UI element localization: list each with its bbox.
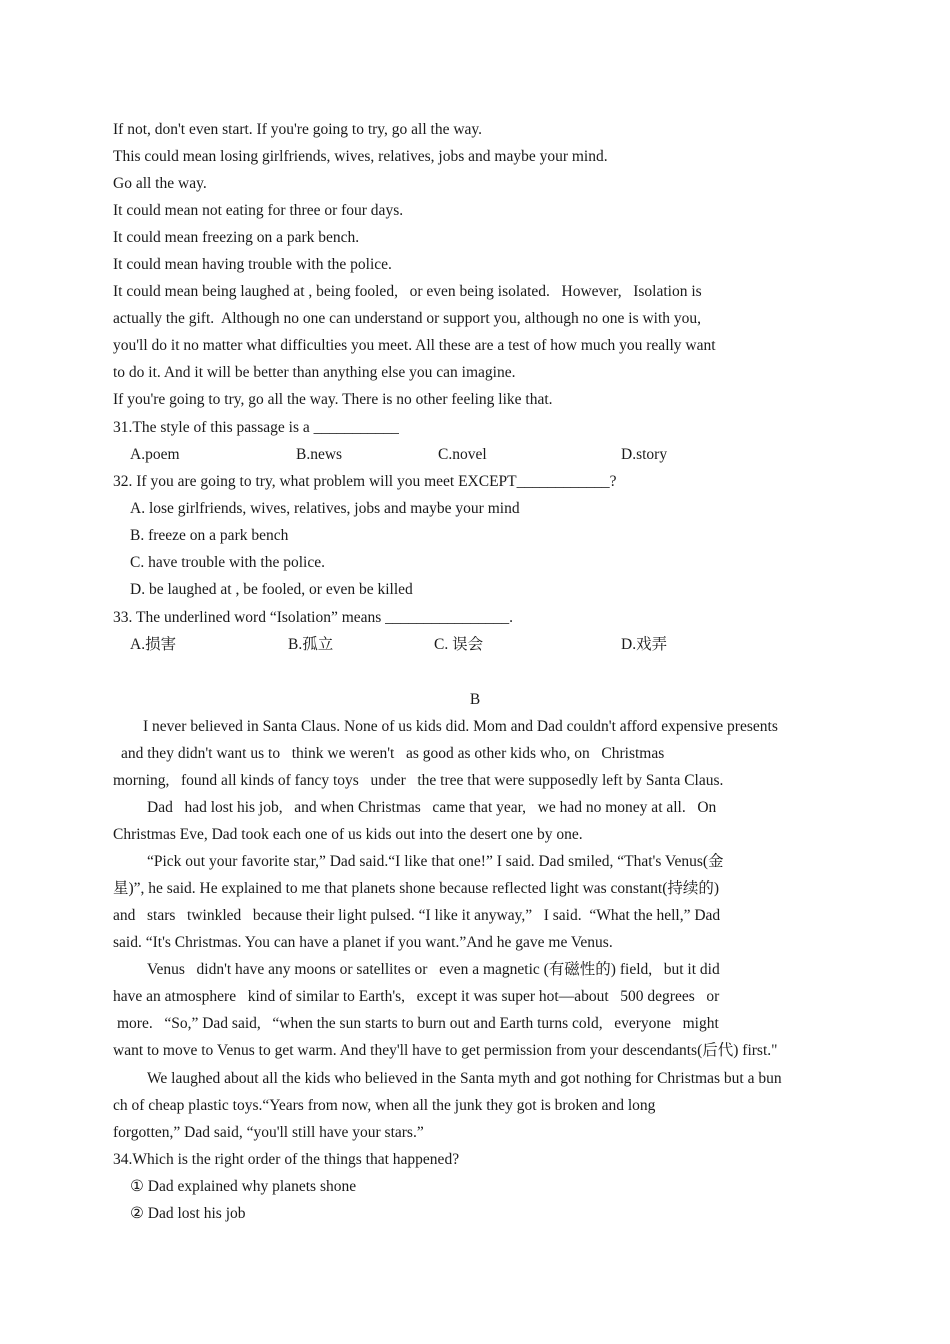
- q33-option-c: C. 误会: [434, 636, 484, 653]
- section-b-heading: B: [469, 691, 481, 708]
- passage-b-line: and they didn't want us to think we weren't as good as other kids who, on Christmas: [121, 745, 665, 762]
- question-31-stem: 31.The style of this passage is a ___________: [113, 419, 399, 436]
- passage-b-line: more. “So,” Dad said, “when the sun starts to burn out and Earth turns cold, everyone might: [117, 1015, 719, 1032]
- passage-a-line: This could mean losing girlfriends, wives, relatives, jobs and maybe your mind.: [113, 148, 608, 165]
- passage-b-line: want to move to Venus to get warm. And they'll have to get permission from your descendants(后代) first.": [113, 1042, 778, 1059]
- q32-option-d: D. be laughed at , be fooled, or even be killed: [130, 581, 413, 598]
- passage-a-line: It could mean having trouble with the police.: [113, 256, 392, 273]
- q34-item: ① Dad explained why planets shone: [130, 1178, 357, 1195]
- q31-option-a: A.poem: [130, 446, 180, 463]
- passage-a-line: If you're going to try, go all the way. There is no other feeling like that.: [113, 391, 553, 408]
- passage-b-line: forgotten,” Dad said, “you'll still have your stars.”: [113, 1124, 424, 1141]
- passage-b-line: Venus didn't have any moons or satellites or even a magnetic (有磁性的) field, but it did: [147, 961, 720, 978]
- q32-option-b: B. freeze on a park bench: [130, 527, 289, 544]
- passage-a-line: It could mean freezing on a park bench.: [113, 229, 360, 246]
- passage-b-line: morning, found all kinds of fancy toys under the tree that were supposedly left by Santa Claus.: [113, 772, 724, 789]
- q33-option-d: D.戏弄: [621, 636, 668, 653]
- q32-option-c: C. have trouble with the police.: [130, 554, 325, 571]
- q31-option-c: C.novel: [438, 446, 487, 463]
- passage-b-line: 星)”, he said. He explained to me that planets shone because reflected light was constant(持续的): [113, 880, 720, 897]
- passage-b-line: Christmas Eve, Dad took each one of us kids out into the desert one by one.: [113, 826, 583, 843]
- passage-b-line: I never believed in Santa Claus. None of us kids did. Mom and Dad couldn't afford expensive presents: [143, 718, 778, 735]
- passage-b-line: have an atmosphere kind of similar to Earth's, except it was super hot—about 500 degrees or: [113, 988, 720, 1005]
- passage-b-line: “Pick out your favorite star,” Dad said.“I like that one!” I said. Dad smiled, “That's Venus(金: [147, 853, 724, 870]
- q31-option-b: B.news: [296, 446, 343, 463]
- q31-option-d: D.story: [621, 446, 668, 463]
- passage-a-line: It could mean being laughed at , being fooled, or even being isolated. However, Isolation is: [113, 283, 702, 300]
- q33-option-b: B.孤立: [288, 636, 334, 653]
- question-33-stem: 33. The underlined word “Isolation” means ________________.: [113, 609, 514, 626]
- q34-item: ② Dad lost his job: [130, 1205, 246, 1222]
- passage-a-line: actually the gift. Although no one can understand or support you, although no one is with you,: [113, 310, 702, 327]
- passage-b-line: said. “It's Christmas. You can have a planet if you want.”And he gave me Venus.: [113, 934, 613, 951]
- passage-b-line: Dad had lost his job, and when Christmas came that year, we had no money at all. On: [147, 799, 717, 816]
- passage-a-line: It could mean not eating for three or four days.: [113, 202, 404, 219]
- passage-b-line: We laughed about all the kids who believed in the Santa myth and got nothing for Christmas but a bun: [147, 1070, 782, 1087]
- question-34-stem: 34.Which is the right order of the things that happened?: [113, 1151, 460, 1168]
- passage-a-line: you'll do it no matter what difficulties you meet. All these are a test of how much you really want: [113, 337, 716, 354]
- q32-option-a: A. lose girlfriends, wives, relatives, jobs and maybe your mind: [130, 500, 520, 517]
- passage-a-line: to do it. And it will be better than anything else you can imagine.: [113, 364, 516, 381]
- passage-b-line: and stars twinkled because their light pulsed. “I like it anyway,” I said. “What the hell,” Dad: [113, 907, 721, 924]
- passage-a-line: If not, don't even start. If you're going to try, go all the way.: [113, 121, 483, 138]
- question-32-stem: 32. If you are going to try, what problem will you meet EXCEPT____________?: [113, 473, 617, 490]
- passage-b-line: ch of cheap plastic toys.“Years from now, when all the junk they got is broken and long: [113, 1097, 656, 1114]
- q33-option-a: A.损害: [130, 636, 177, 653]
- passage-a-line: Go all the way.: [113, 175, 207, 192]
